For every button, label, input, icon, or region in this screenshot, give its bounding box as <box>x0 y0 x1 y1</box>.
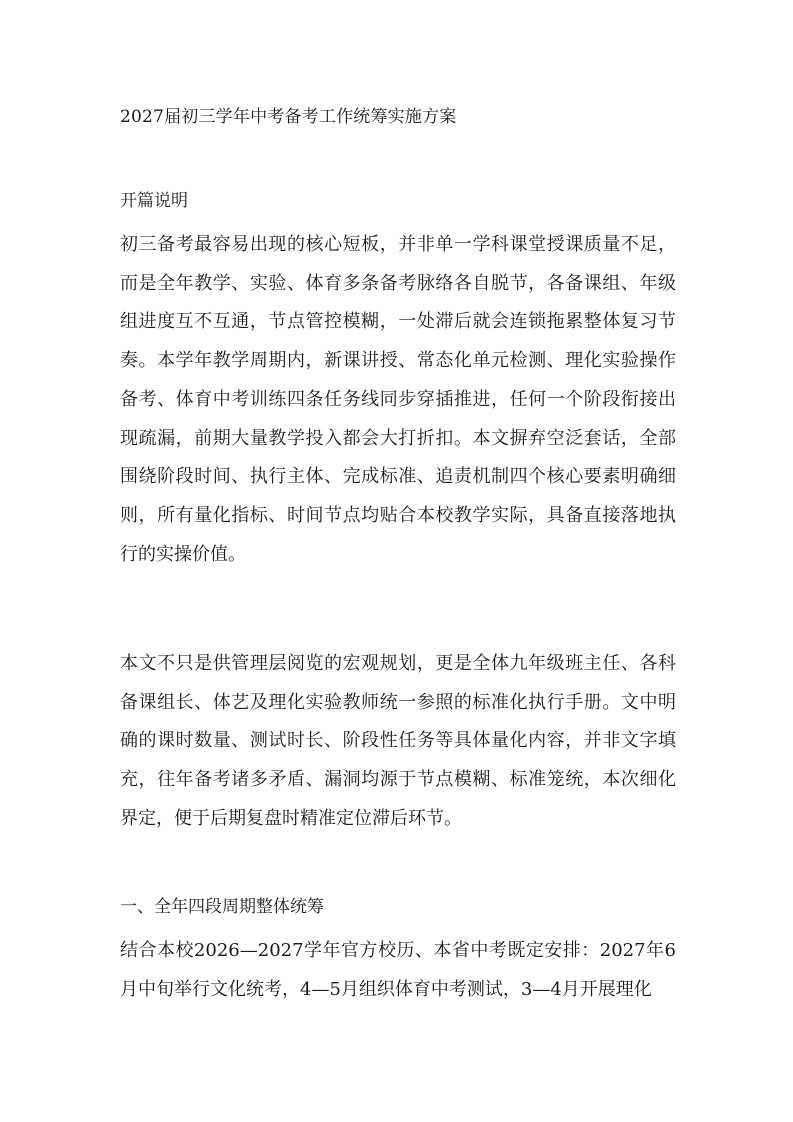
intro-paragraph-1: 初三备考最容易出现的核心短板，并非单一学科课堂授课质量不足，而是全年教学、实验、体育多条备考脉络各自脱节，各备课组、年级组进度互不互通，节点管控模糊，一处滞后就会连锁拖累整体复习节奏。本学年教学周期内，新课讲授、常态化单元检测、理化实验操作备考、体育中考训练四条任务线同步穿插推进，任何一个阶段衔接出现疏漏，前期大量教学投入都会大打折扣。本文摒弃空泛套话，全部围绕阶段时间、执行主体、完成标准、追责机制四个核心要素明确细则，所有量化指标、时间节点均贴合本校教学实际，具备直接落地执行的实操价值。 <box>120 234 676 565</box>
section-1-heading: 一、全年四段周期整体统筹 <box>120 897 324 917</box>
intro-paragraph-2: 本文不只是供管理层阅览的宏观规划，更是全体九年级班主任、各科备课组长、体艺及理化实验教师统一参照的标准化执行手册。文中明确的课时数量、测试时长、阶段性任务等具体量化内容，并非文字填充，往年备考诸多矛盾、漏洞均源于节点模糊、标准笼统，本次细化界定，便于后期复盘时精准定位滞后环节。 <box>120 653 676 829</box>
document-title: 2027届初三学年中考备考工作统筹实施方案 <box>120 107 457 127</box>
section-1-paragraph-1: 结合本校2026—2027学年官方校历、本省中考既定安排：2027年6月中旬举行文化统考，4—5月组织体育中考测试，3—4月开展理化 <box>120 940 676 1000</box>
intro-heading: 开篇说明 <box>120 191 188 211</box>
